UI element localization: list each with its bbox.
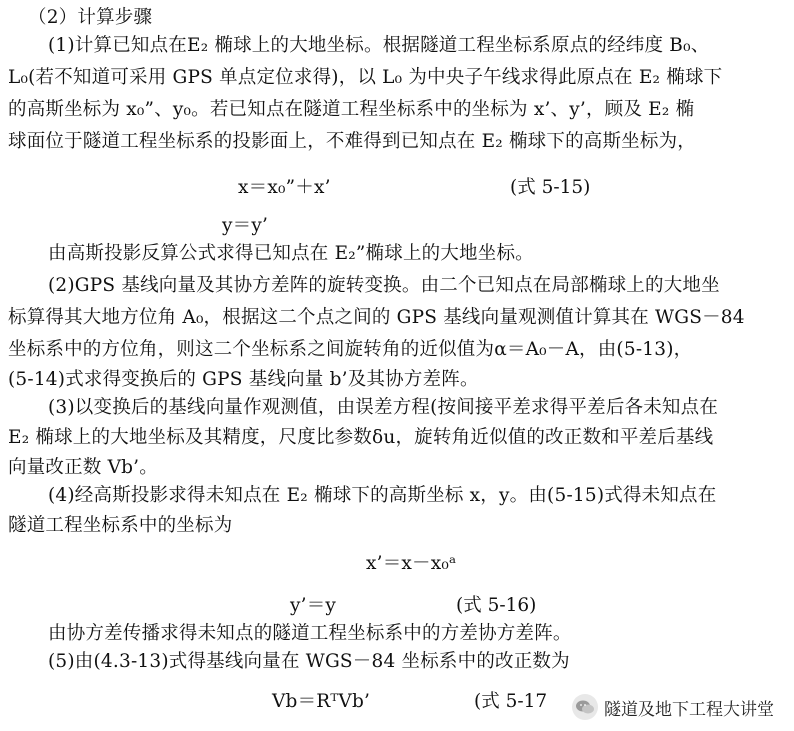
para2-line1: (2)GPS 基线向量及其协方差阵的旋转变换。由二个已知点在局部椭球上的大地坐 [48,275,720,296]
para3-line3: 向量改正数 Vb’。 [8,457,158,478]
watermark-text: 隧道及地下工程大讲堂 [604,699,774,720]
equation-5-16-line1: x’＝x－x₀ᵃ [366,553,457,574]
para5-line1: (5)由(4.3-13)式得基线向量在 WGS－84 坐标系中的改正数为 [48,651,570,672]
equation-5-17-line1: Vb＝RᵀVb’ [272,691,371,712]
para1-line1: (1)计算已知点在E₂ 椭球上的大地坐标。根据隧道工程坐标系原点的经纬度 B₀、 [48,35,710,56]
para4-line2: 隧道工程坐标系中的坐标为 [8,515,233,536]
para1-line4: 球面位于隧道工程坐标系的投影面上，不难得到已知点在 E₂ 椭球下的高斯坐标为， [8,131,696,152]
equation-5-16-number: (式 5-16) [456,595,537,616]
equation-5-15-line2: y＝y’ [222,215,269,236]
para2-line4: (5-14)式求得变换后的 GPS 基线向量 b’及其协方差阵。 [8,369,479,390]
para3-line1: (3)以变换后的基线向量作观测值，由误差方程(按间接平差求得平差后各未知点在 [48,397,719,418]
section-heading: （2）计算步骤 [28,7,153,28]
equation-5-16-line2: y’＝y [290,595,337,616]
para1-conclusion: 由高斯投影反算公式求得已知点在 E₂”椭球上的大地坐标。 [48,243,534,264]
para1-line2: L₀(若不知道可采用 GPS 单点定位求得)，以 L₀ 为中央子午线求得此原点在 E₂ 椭球下 [8,67,723,88]
watermark [568,693,778,721]
para2-line2: 标算得其大地方位角 A₀，根据这二个点之间的 GPS 基线向量观测值计算其在 WGS－84 [8,307,745,328]
equation-5-17-number: (式 5-17 [474,691,548,712]
wechat-icon [572,694,598,720]
para1-line3: 的高斯坐标为 x₀”、y₀。若已知点在隧道工程坐标系中的坐标为 x’、y’，顾及 E₂ 椭 [8,99,695,120]
para4-line1: (4)经高斯投影求得未知点在 E₂ 椭球下的高斯坐标 x，y。由(5-15)式得未知点在 [48,485,717,506]
equation-5-15-line1: x＝x₀”＋x’ [238,177,331,198]
para2-line3: 坐标系中的方位角，则这二个坐标系之间旋转角的近似值为α＝A₀－A，由(5-13)， [8,339,693,360]
para3-line2: E₂ 椭球上的大地坐标及其精度，尺度比参数δu，旋转角近似值的改正数和平差后基线 [8,427,714,448]
para4-conclusion: 由协方差传播求得未知点的隧道工程坐标系中的方差协方差阵。 [48,623,572,644]
equation-5-15-number: (式 5-15) [510,177,591,198]
